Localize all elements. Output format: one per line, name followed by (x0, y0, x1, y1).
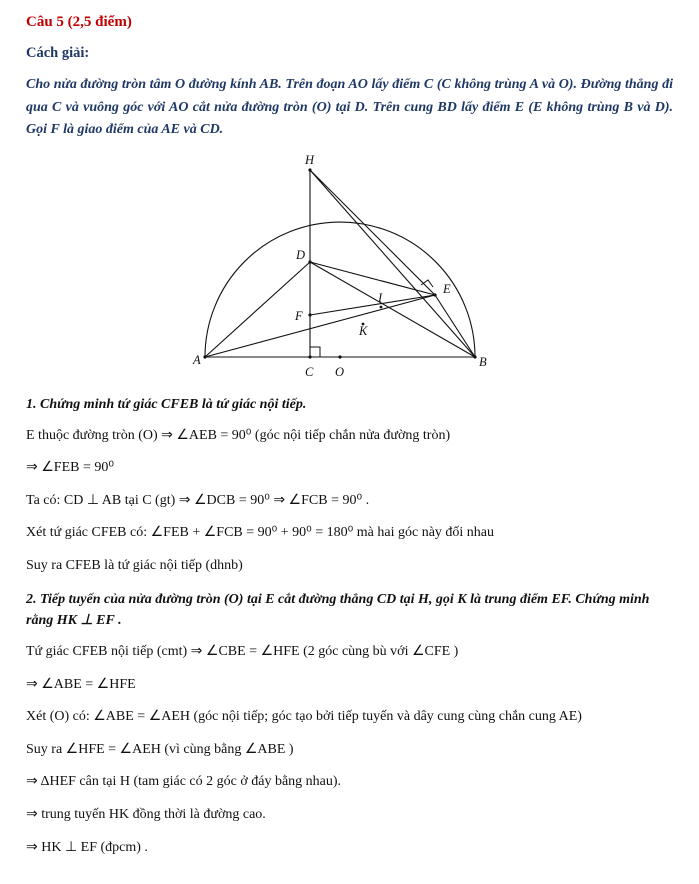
geometry-diagram-svg (185, 152, 515, 382)
part1-line-5: Suy ra CFEB là tứ giác nội tiếp (dhnb) (26, 558, 243, 574)
part1-line-2: ⇒ ∠FEB = 90⁰ (26, 460, 114, 476)
figure-label-K: K (358, 324, 367, 339)
part1-line-1: E thuộc đường tròn (O) ⇒ ∠AEB = 90⁰ (góc nội tiếp chắn nửa đường tròn) (26, 427, 451, 443)
part2-line-5: ⇒ ΔHEF cân tại H (tam giác có 2 góc ở đáy bằng nhau). (26, 774, 342, 790)
part2-line-3: Xét (O) có: ∠ABE = ∠AEH (góc nội tiếp; góc tạo bởi tiếp tuyến và dây cung cùng chắn cung AE) (26, 709, 582, 725)
part2-line-7: ⇒ HK ⊥ EF (đpcm) . (26, 839, 148, 855)
part2-line-2: ⇒ ∠ABE = ∠HFE (26, 676, 136, 692)
part2-heading: 2. Tiếp tuyến của nửa đường tròn (O) tại E cắt đường thẳng CD tại H, gọi K là trung điểm EF. Chứng minh rằng HK ⊥ EF . (26, 591, 650, 629)
figure-label-D: D (295, 248, 305, 263)
figure-label-I: I (377, 291, 382, 306)
figure-label-H: H (304, 153, 314, 168)
part2-line-6: ⇒ trung tuyến HK đồng thời là đường cao. (26, 807, 266, 823)
figure-label-B: B (478, 355, 487, 370)
problem-statement: Cho nửa đường tròn tâm O đường kính AB. Trên đoạn AO lấy điểm C (C không trùng A và O). Đường thẳng đi qua C và vuông góc với AO cắt nửa đường tròn (O) tại D. Trên cung BD lấy điểm E (E không trùng B và D). Gọi F là giao điểm của AE và CD. (26, 77, 673, 138)
figure-label-A: A (192, 353, 201, 368)
figure-label-C: C (304, 365, 313, 380)
figure-label-O: O (334, 365, 344, 380)
figure-label-F: F (294, 309, 303, 324)
question-title: Câu 5 (2,5 điểm) (26, 14, 132, 30)
figure-label-E: E (442, 282, 451, 297)
geometry-figure (26, 152, 673, 382)
part1-heading: 1. Chứng minh tứ giác CFEB là tứ giác nội tiếp. (26, 397, 307, 413)
solution-label: Cách giải: (26, 45, 90, 61)
part1-line-4: Xét tứ giác CFEB có: ∠FEB + ∠FCB = 90⁰ + 90⁰ = 180⁰ mà hai góc này đối nhau (26, 525, 495, 541)
part2-line-1: Tứ giác CFEB nội tiếp (cmt) ⇒ ∠CBE = ∠HFE (2 góc cùng bù với ∠CFE ) (26, 644, 459, 660)
part1-line-3: Ta có: CD ⊥ AB tại C (gt) ⇒ ∠DCB = 90⁰ ⇒ ∠FCB = 90⁰ . (26, 492, 370, 508)
part2-line-4: Suy ra ∠HFE = ∠AEH (vì cùng bằng ∠ABE ) (26, 741, 294, 757)
